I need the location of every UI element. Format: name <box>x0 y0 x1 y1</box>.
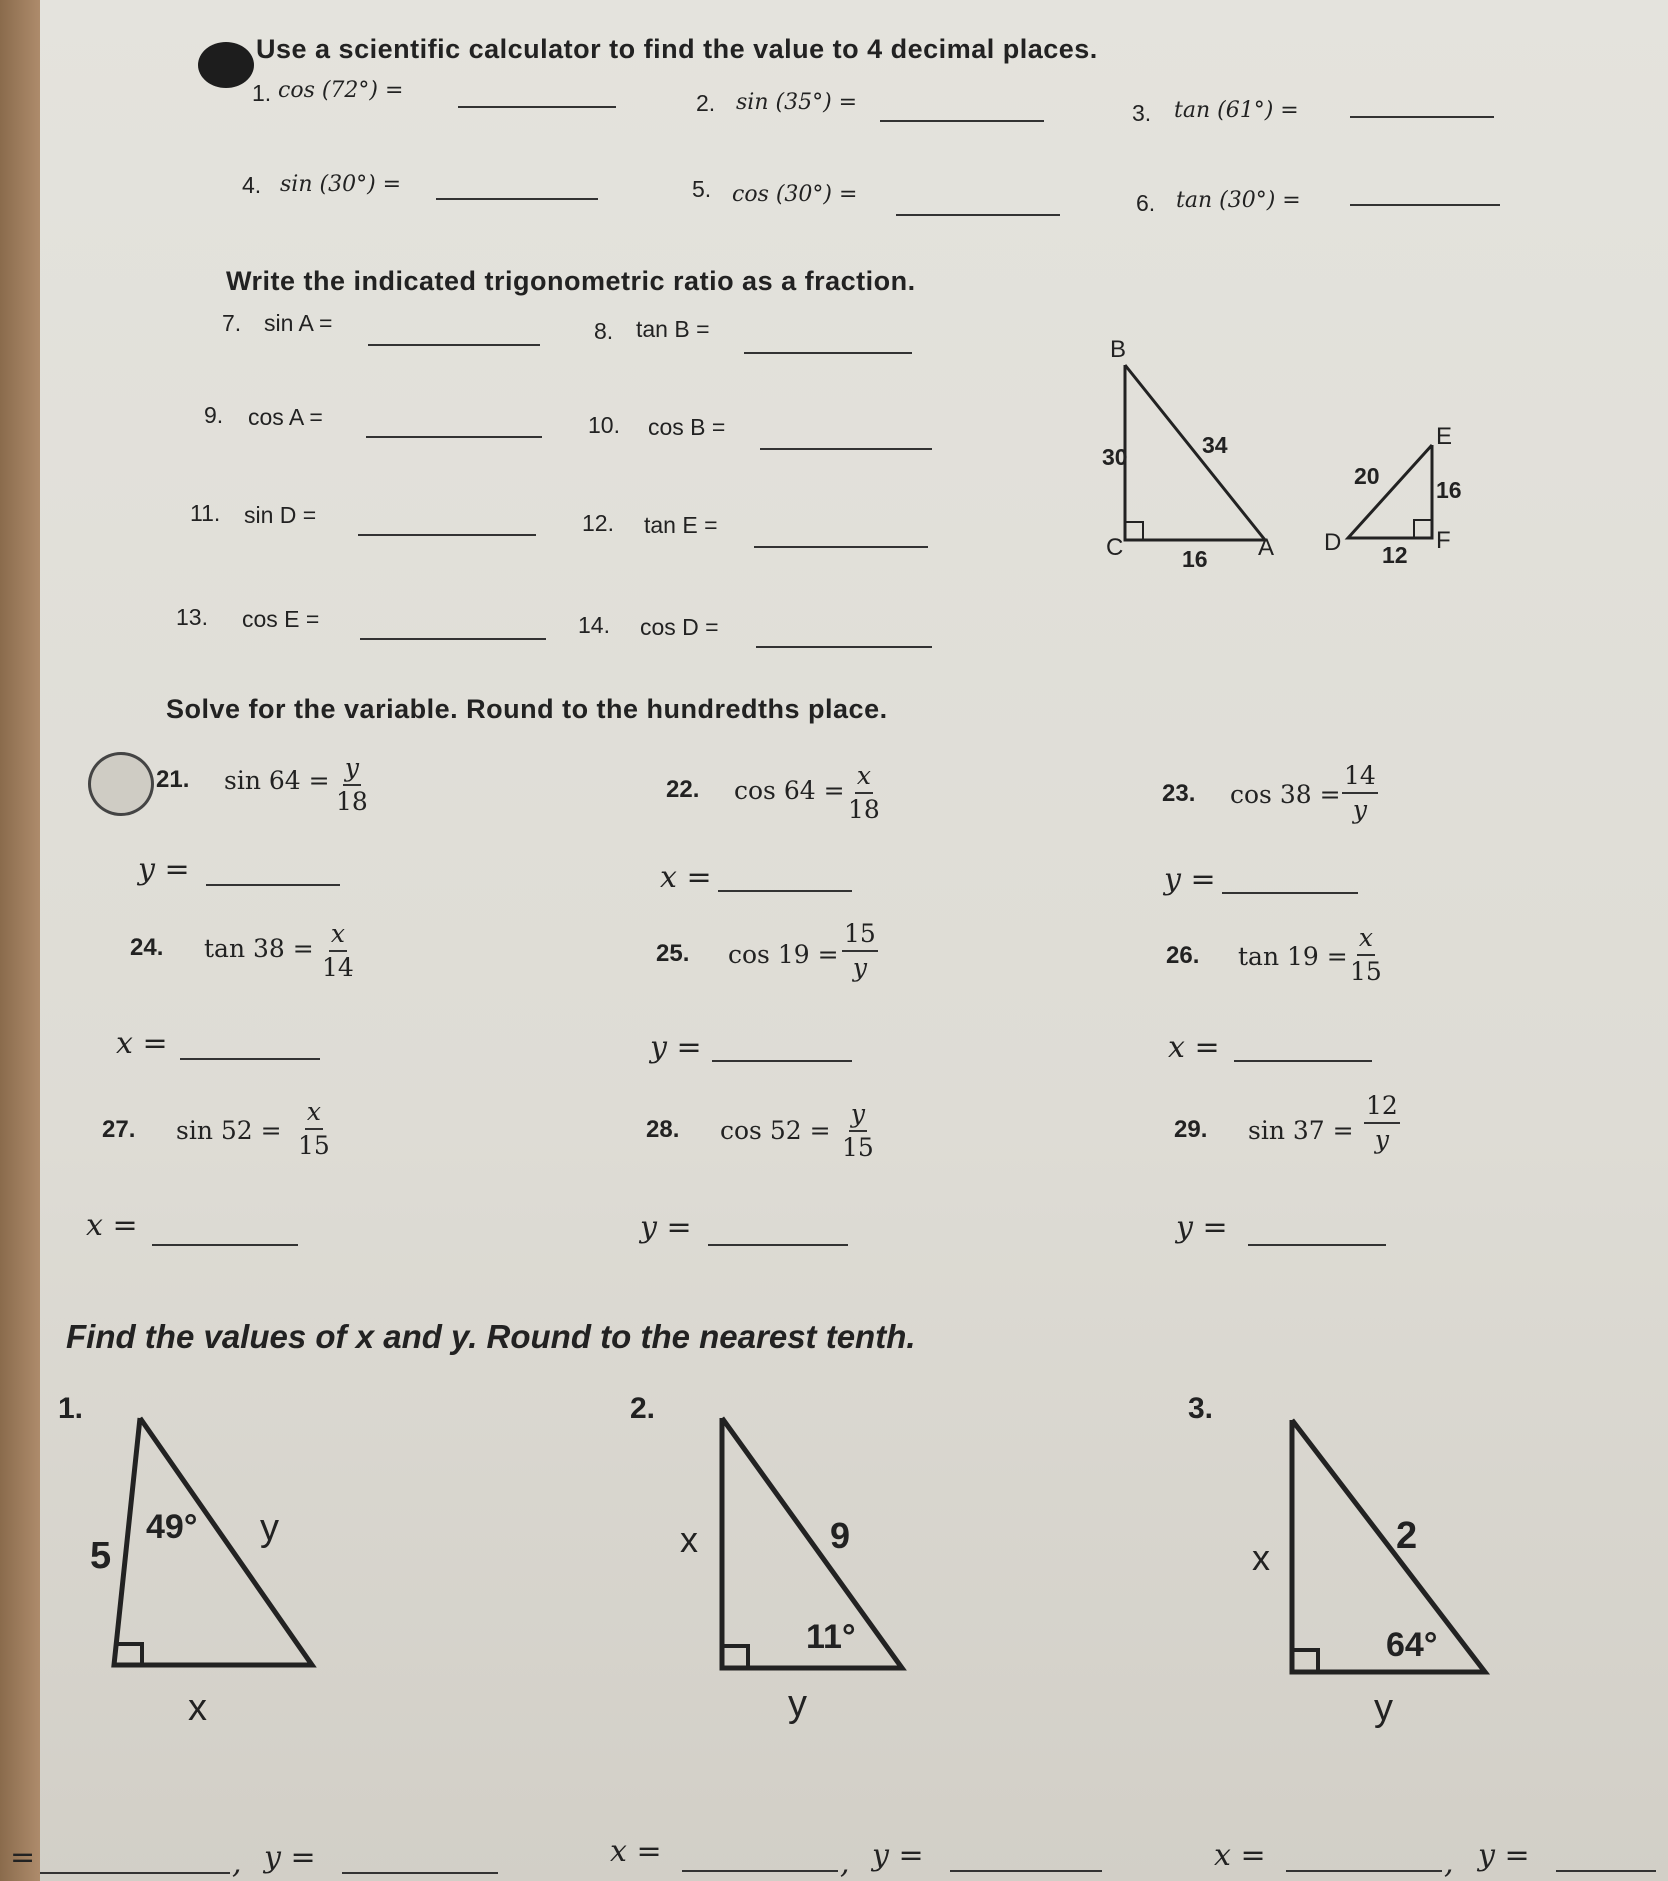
problem-4-number: 4. <box>242 172 262 198</box>
problem-2-expression: sin (35°) = <box>736 90 858 115</box>
tri2-side-y-label: y <box>788 1683 807 1725</box>
problem-12-answer-blank[interactable] <box>754 546 928 548</box>
problem-1-answer-blank[interactable] <box>458 106 616 108</box>
problem-10-expression: cos B = <box>648 414 726 440</box>
side-ef-length: 16 <box>1436 477 1462 503</box>
problem-22-answer-blank[interactable] <box>718 890 852 892</box>
problem-29-answer-blank[interactable] <box>1248 1244 1386 1246</box>
side-de-length: 20 <box>1354 463 1380 489</box>
fraction-numerator: y <box>849 1098 867 1132</box>
tri2-angle-label: 11° <box>806 1618 856 1656</box>
problem-27-answer-label: x = <box>86 1208 138 1243</box>
problem-26-fraction <box>1350 922 1382 988</box>
fraction-denominator: 15 <box>298 1131 330 1160</box>
problem-27-answer-blank[interactable] <box>152 1244 298 1246</box>
problem-28-answer-label: y = <box>640 1210 692 1245</box>
punch-hole-middle <box>88 752 154 816</box>
fraction-numerator: 15 <box>842 918 878 952</box>
problem-27-lhs: sin 52 = <box>176 1116 282 1145</box>
problem-6-expression: tan (30°) = <box>1176 188 1301 213</box>
tri2-hypotenuse-label: 9 <box>830 1515 851 1556</box>
problem-5-number: 5. <box>692 176 712 202</box>
problem-29-answer-label: y = <box>1176 1210 1228 1245</box>
problem-9-number: 9. <box>204 402 224 428</box>
fraction-denominator: y <box>1374 1125 1389 1154</box>
tri3-side-y-label: y <box>1374 1687 1393 1729</box>
tri3-side-x-label: x <box>1252 1537 1270 1578</box>
problem-13-number: 13. <box>176 604 208 630</box>
problem-22-number: 22. <box>666 776 700 803</box>
problem-6-number: 6. <box>1136 190 1156 216</box>
problem-23-number: 23. <box>1162 780 1196 807</box>
triangle-1-y-answer-label: y = <box>264 1840 316 1875</box>
problem-23-answer-blank[interactable] <box>1222 892 1358 894</box>
side-df-length: 12 <box>1382 542 1408 568</box>
vertex-c-label: C <box>1106 534 1124 561</box>
problem-23-fraction <box>1342 760 1378 826</box>
problem-28-lhs: cos 52 = <box>720 1116 831 1145</box>
problem-8-expression: tan B = <box>636 316 710 342</box>
problem-14-answer-blank[interactable] <box>756 646 932 648</box>
problem-1-number: 1. <box>252 80 272 106</box>
problem-21-answer-label: y = <box>138 852 190 887</box>
problem-3-number: 3. <box>1132 100 1152 126</box>
fraction-denominator: 15 <box>842 1133 874 1162</box>
problem-7-answer-blank[interactable] <box>368 344 540 346</box>
tri1-hypotenuse-label: 5 <box>90 1535 112 1577</box>
problem-24-answer-blank[interactable] <box>180 1058 320 1060</box>
problem-25-number: 25. <box>656 940 690 967</box>
problem-8-answer-blank[interactable] <box>744 352 912 354</box>
problem-22-answer-label: x = <box>660 860 712 895</box>
triangle-3-comma: , <box>1444 1846 1454 1881</box>
problem-27-fraction <box>298 1096 330 1162</box>
triangle-3-y-answer-label: y = <box>1478 1838 1530 1873</box>
triangle-2-y-answer-blank[interactable] <box>950 1870 1102 1872</box>
fraction-denominator: 15 <box>1350 957 1382 986</box>
problem-26-number: 26. <box>1166 942 1200 969</box>
problem-29-fraction <box>1364 1090 1400 1156</box>
problem-25-fraction <box>842 918 878 984</box>
problem-9-expression: cos A = <box>248 404 323 430</box>
problem-24-answer-label: x = <box>116 1026 168 1061</box>
problem-27-number: 27. <box>102 1116 136 1143</box>
section1-header: Use a scientific calculator to find the value to 4 decimal places. <box>256 34 1098 64</box>
triangle-problem-3-number: 3. <box>1188 1392 1214 1425</box>
problem-24-fraction <box>322 918 354 984</box>
problem-12-expression: tan E = <box>644 512 718 538</box>
fraction-denominator: 18 <box>336 787 368 816</box>
triangle-1-y-answer-blank[interactable] <box>342 1872 498 1874</box>
tri3-hypotenuse-label: 2 <box>1396 1515 1418 1557</box>
tri1-side-y-label: y <box>260 1507 279 1549</box>
problem-21-fraction <box>336 752 368 818</box>
problem-26-answer-label: x = <box>1168 1030 1220 1065</box>
triangle-problem-2-number: 2. <box>630 1392 656 1425</box>
problem-23-answer-label: y = <box>1164 862 1216 897</box>
tri2-side-x-label: x <box>680 1519 698 1560</box>
triangle-problem-1-number: 1. <box>58 1392 84 1425</box>
problem-14-number: 14. <box>578 612 610 638</box>
section3-header: Solve for the variable. Round to the hundredths place. <box>166 694 888 724</box>
fraction-numerator: x <box>855 760 873 794</box>
problem-24-lhs: tan 38 = <box>204 934 314 963</box>
problem-1-expression: cos (72°) = <box>278 78 404 103</box>
triangle-1-x-answer-label: = <box>10 1840 36 1875</box>
triangle-2-x-answer-blank[interactable] <box>682 1870 838 1872</box>
vertex-d-label: D <box>1324 529 1342 556</box>
problem-5-answer-blank[interactable] <box>896 214 1060 216</box>
problem-12-number: 12. <box>582 510 614 536</box>
problem-6-answer-blank[interactable] <box>1350 204 1500 206</box>
punch-hole-top <box>198 42 254 88</box>
vertex-f-label: F <box>1436 527 1451 554</box>
tri1-angle-label: 49° <box>146 1508 198 1546</box>
triangle-2-x-answer-label: x = <box>610 1834 662 1869</box>
problem-14-expression: cos D = <box>640 614 719 640</box>
problem-3-answer-blank[interactable] <box>1350 116 1494 118</box>
fraction-numerator: x <box>305 1096 323 1130</box>
problem-11-answer-blank[interactable] <box>358 534 536 536</box>
fraction-denominator: 14 <box>322 953 354 982</box>
triangle-1-comma: , <box>232 1846 242 1881</box>
tri1-side-x-label: x <box>188 1687 207 1729</box>
fraction-denominator: y <box>1352 795 1367 824</box>
problem-22-lhs: cos 64 = <box>734 776 845 805</box>
problem-7-expression: sin A = <box>264 310 333 336</box>
side-ca-length: 16 <box>1182 546 1208 572</box>
problem-25-lhs: cos 19 = <box>728 940 839 969</box>
problem-7-number: 7. <box>222 310 242 336</box>
problem-25-answer-label: y = <box>650 1030 702 1065</box>
triangle-edf <box>1310 420 1490 580</box>
problem-4-answer-blank[interactable] <box>436 198 598 200</box>
problem-21-answer-blank[interactable] <box>206 884 340 886</box>
problem-4-expression: sin (30°) = <box>280 172 402 197</box>
triangle-3-y-answer-blank[interactable] <box>1556 1870 1656 1872</box>
problem-22-fraction <box>848 760 880 826</box>
triangle-3-x-answer-label: x = <box>1214 1838 1266 1873</box>
vertex-a-label: A <box>1258 534 1275 561</box>
problem-28-answer-blank[interactable] <box>708 1244 848 1246</box>
vertex-b-label: B <box>1110 336 1127 363</box>
problem-13-expression: cos E = <box>242 606 320 632</box>
problem-11-expression: sin D = <box>244 502 317 528</box>
fraction-numerator: 14 <box>1342 760 1378 794</box>
problem-21-lhs: sin 64 = <box>224 766 330 795</box>
fraction-numerator: x <box>329 918 347 952</box>
problem-5-expression: cos (30°) = <box>732 182 858 207</box>
problem-25-answer-blank[interactable] <box>712 1060 852 1062</box>
problem-10-number: 10. <box>588 412 620 438</box>
section4-header: Find the values of x and y. Round to the nearest tenth. <box>66 1318 916 1355</box>
problem-26-lhs: tan 19 = <box>1238 942 1348 971</box>
problem-29-number: 29. <box>1174 1116 1208 1143</box>
triangle-2-comma: , <box>840 1846 850 1881</box>
problem-28-number: 28. <box>646 1116 680 1143</box>
fraction-denominator: y <box>852 953 867 982</box>
tri3-angle-label: 64° <box>1386 1626 1438 1664</box>
section2-header: Write the indicated trigonometric ratio as a fraction. <box>226 266 916 296</box>
fraction-numerator: 12 <box>1364 1090 1400 1124</box>
problem-11-number: 11. <box>190 500 221 526</box>
problem-2-answer-blank[interactable] <box>880 120 1044 122</box>
side-cb-length: 30 <box>1102 444 1128 470</box>
triangle-problem-1-figure <box>90 1400 340 1729</box>
problem-26-answer-blank[interactable] <box>1234 1060 1372 1062</box>
triangle-bca <box>1090 335 1290 575</box>
problem-13-answer-blank[interactable] <box>360 638 546 640</box>
fraction-denominator: 18 <box>848 795 880 824</box>
problem-10-answer-blank[interactable] <box>760 448 932 450</box>
problem-28-fraction <box>842 1098 874 1164</box>
problem-24-number: 24. <box>130 934 164 961</box>
problem-2-number: 2. <box>696 90 716 116</box>
problem-21-number: 21. <box>156 766 190 793</box>
triangle-3-x-answer-blank[interactable] <box>1286 1870 1442 1872</box>
problem-8-number: 8. <box>594 318 614 344</box>
problem-9-answer-blank[interactable] <box>366 436 542 438</box>
side-ab-length: 34 <box>1202 432 1228 458</box>
triangle-problem-3-figure <box>1240 1400 1500 1729</box>
problem-23-lhs: cos 38 = <box>1230 780 1341 809</box>
triangle-problem-2-figure <box>670 1400 930 1725</box>
fraction-numerator: x <box>1357 922 1375 956</box>
triangle-1-x-answer-blank[interactable] <box>40 1872 230 1874</box>
problem-3-expression: tan (61°) = <box>1174 98 1299 123</box>
triangle-2-y-answer-label: y = <box>872 1838 924 1873</box>
problem-29-lhs: sin 37 = <box>1248 1116 1354 1145</box>
vertex-e-label: E <box>1436 423 1453 450</box>
fraction-numerator: y <box>343 752 361 786</box>
